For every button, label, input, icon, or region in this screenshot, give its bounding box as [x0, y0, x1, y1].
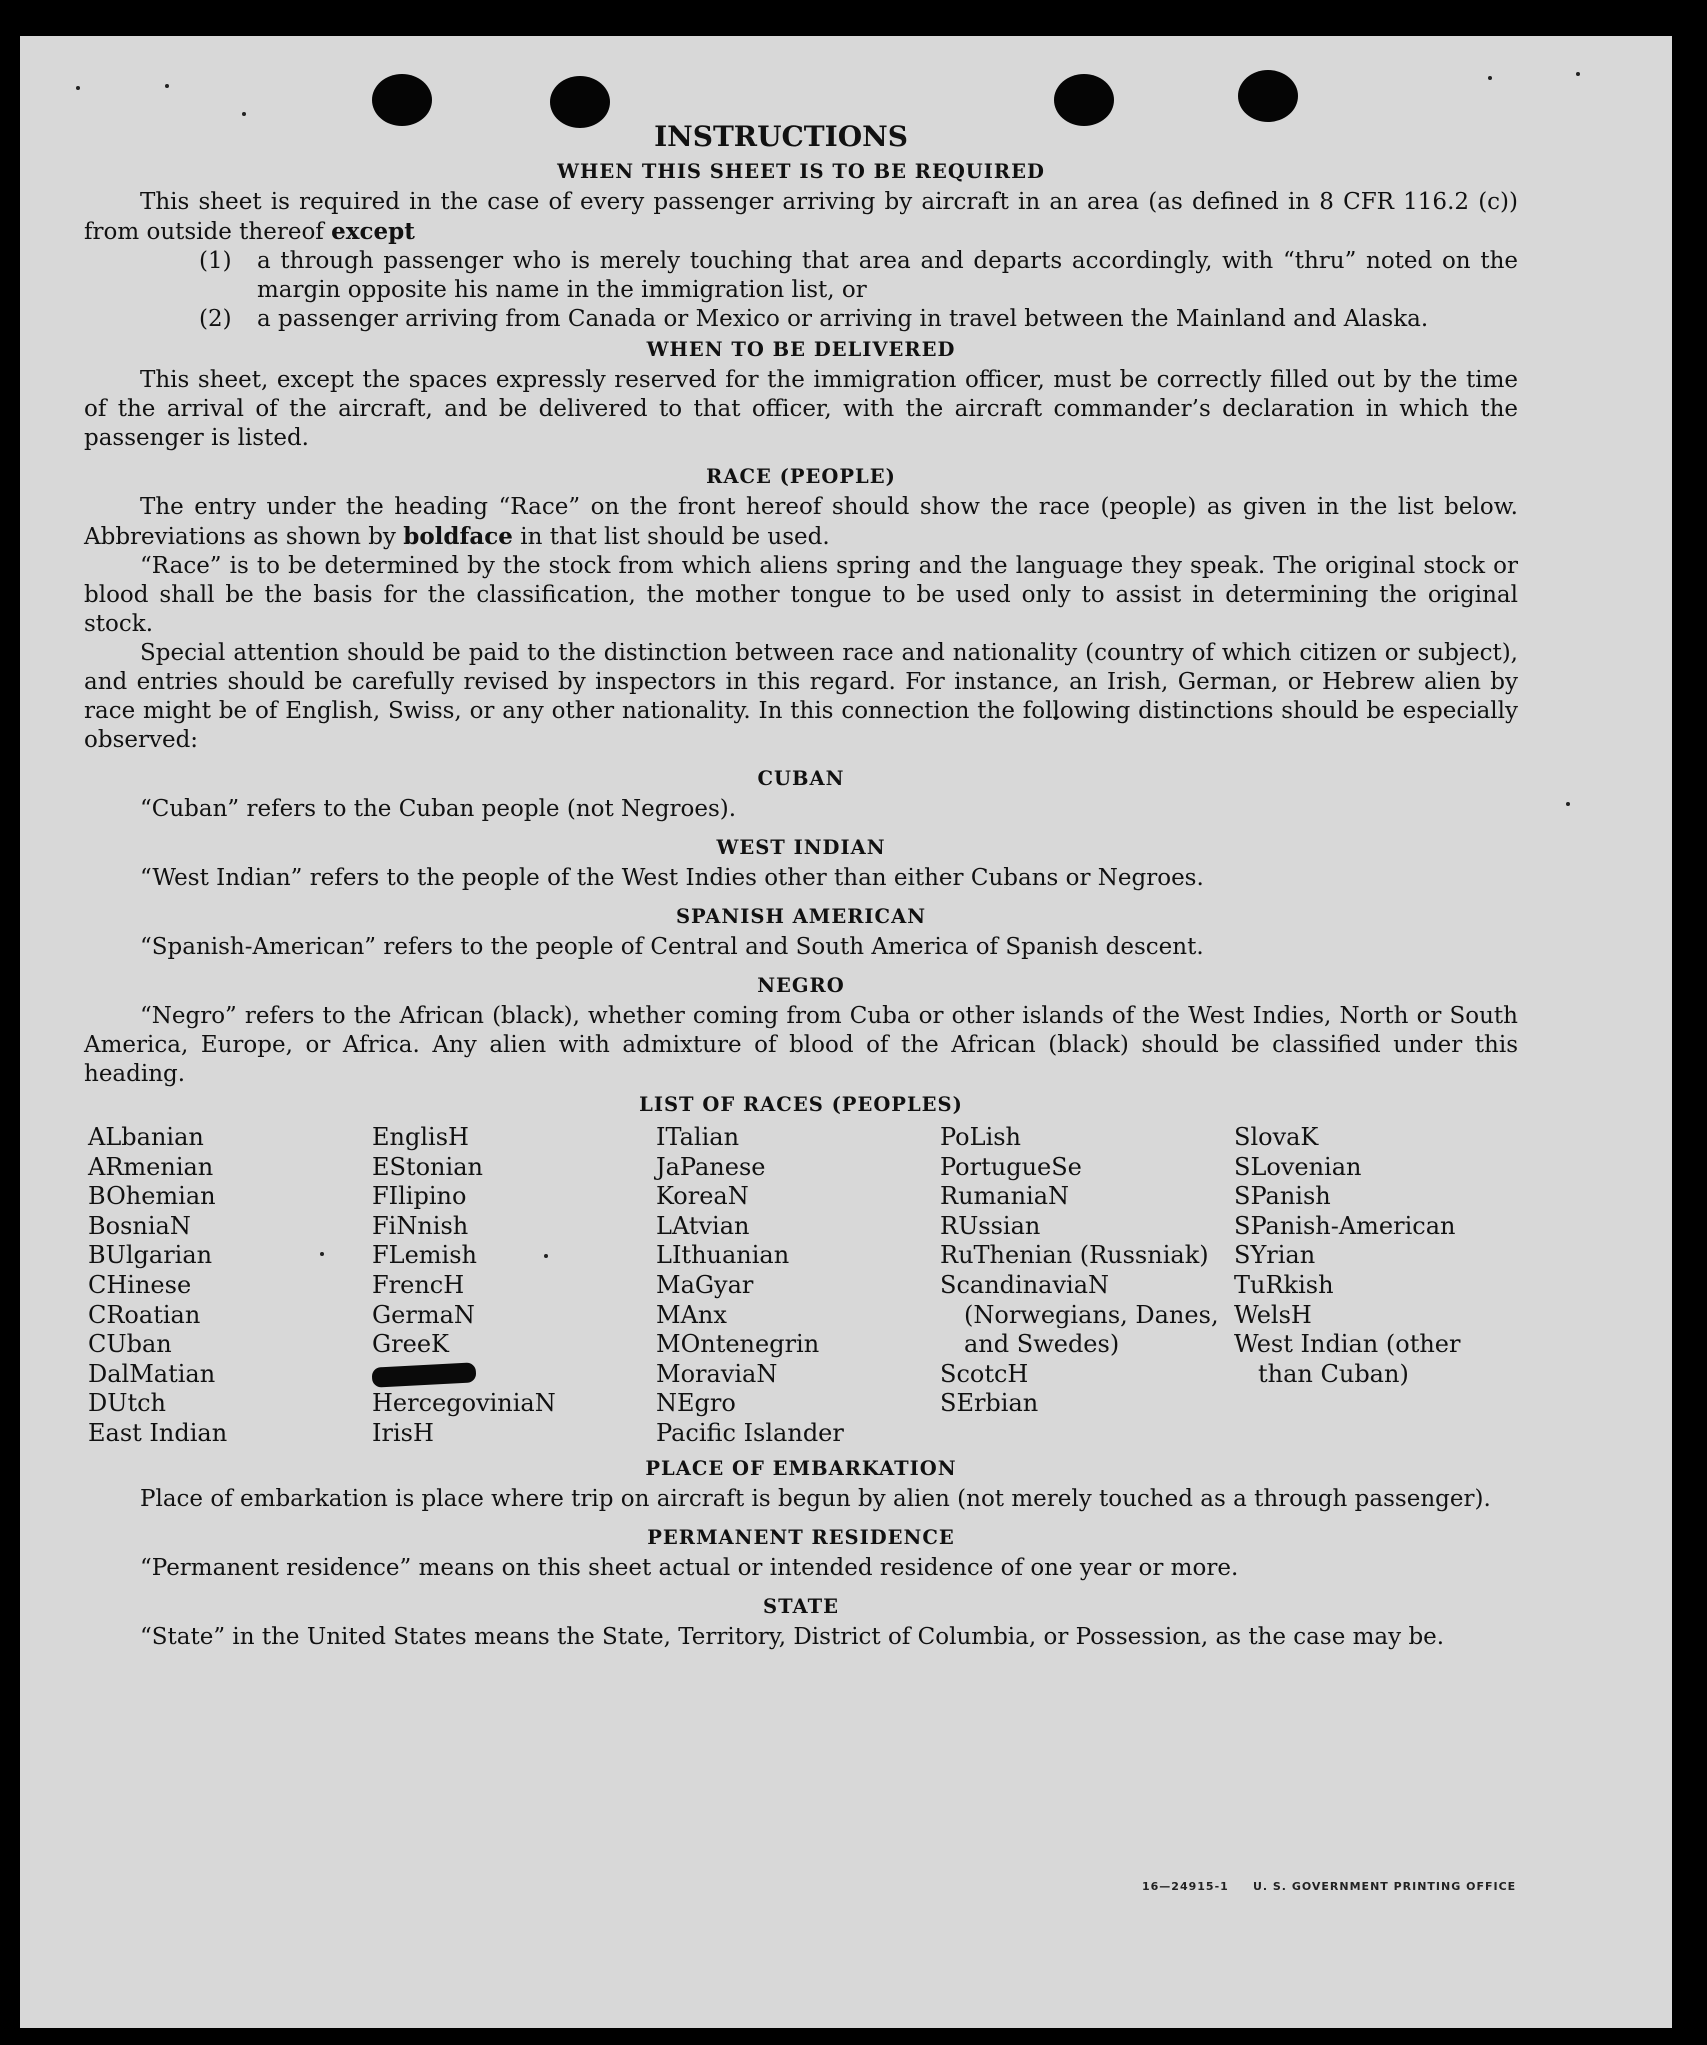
race-item: FIlipino [372, 1182, 467, 1211]
race-item: SErbian [940, 1389, 1039, 1418]
race-item: ARmenian [88, 1152, 214, 1181]
section-heading: SPANISH AMERICAN [675, 905, 927, 928]
embarkation-text: Place of embarkation is place where trip on aircraft is begun by alien (not merely touched as a through passenger). [140, 1485, 1491, 1512]
race-item: ScotcH [940, 1359, 1029, 1388]
section-heading: NEGRO [757, 974, 845, 997]
section-heading: CUBAN [757, 767, 845, 790]
speck [242, 112, 246, 116]
race-item: SYrian [1234, 1241, 1316, 1270]
race-item: TuRkish [1234, 1270, 1334, 1299]
section-heading: PLACE OF EMBARKATION [645, 1456, 957, 1480]
race-item: SPanish-American [1234, 1211, 1456, 1240]
race-item: FrencH [372, 1270, 465, 1299]
race-item: ITalian [656, 1123, 740, 1151]
distinction-text: “Spanish-American” refers to the people of Central and South America of Spanish descent. [140, 934, 1204, 960]
race-column [372, 1123, 656, 1449]
section-heading: RACE (PEOPLE) [706, 465, 896, 488]
race-item: JaPanese [656, 1152, 766, 1181]
section-heading: WHEN THIS SHEET IS TO BE REQUIRED [557, 160, 1045, 183]
speck [1576, 72, 1580, 76]
section-heading: STATE [763, 1594, 839, 1618]
list-item: (1) a through passenger who is merely touching that area and departs accordingly, with “thru” noted on the margin opposite his name in the immigration list, or [199, 248, 1518, 303]
section-heading: WHEN TO BE DELIVERED [646, 338, 956, 361]
state-text: “State” in the United States means the State, Territory, District of Columbia, or Possession, as the case may be. [140, 1623, 1445, 1650]
race-item: CHinese [88, 1270, 192, 1299]
race-item: DUtch [88, 1389, 167, 1418]
speck [76, 86, 80, 90]
race-item: FLemish [372, 1241, 477, 1270]
section-heading: WEST INDIAN [716, 836, 886, 859]
race-column [1234, 1123, 1518, 1449]
residence-text: “Permanent residence” means on this sheet actual or intended residence of one year or more. [140, 1554, 1239, 1581]
race-item: RUssian [940, 1211, 1041, 1240]
speck [165, 84, 169, 88]
race-item: CUban [88, 1330, 172, 1359]
distinction-text: “Negro” refers to the African (black), whether coming from Cuba or other islands of the West Indies, North or South America, Europe, or Africa. Any alien with admixture of blood of the African (black) should be classified under this heading. [84, 1003, 1518, 1087]
race-item: PoLish [940, 1123, 1022, 1151]
speck [1488, 76, 1492, 80]
speck [1566, 802, 1570, 806]
race-item: DalMatian [88, 1359, 216, 1388]
printing-office-footer: 16—24915-1 U. S. GOVERNMENT PRINTING OFFICE [1142, 1880, 1517, 1893]
race-item: MAnx [656, 1300, 727, 1329]
instructions-content [84, 118, 1518, 1652]
distinction-text: “West Indian” refers to the people of the West Indies other than either Cubans or Negroes. [140, 865, 1204, 891]
race-item: ScandinaviaN (Norwegians, Danes, and Swedes) [940, 1270, 1219, 1359]
race-item: HercegoviniaN [372, 1389, 556, 1418]
required-paragraph: This sheet is required in the case of every passenger arriving by aircraft in an area (as defined in 8 CFR 116.2 (c)) from outside thereof except [84, 189, 1518, 245]
distinction-text: “Cuban” refers to the Cuban people (not Negroes). [140, 796, 737, 822]
race-item: LIthuanian [656, 1241, 790, 1270]
race-item: West Indian (other than Cuban) [1234, 1330, 1461, 1388]
race-column [88, 1123, 372, 1449]
section-heading: LIST OF RACES (PEOPLES) [639, 1093, 963, 1116]
race-item: FiNnish [372, 1211, 469, 1240]
race-item: BosniaN [88, 1211, 191, 1240]
race-column [656, 1123, 940, 1449]
race-item: EnglisH [372, 1123, 469, 1151]
race-item: GreeK [372, 1330, 449, 1359]
race-item: LAtvian [656, 1211, 750, 1240]
race-item: SlovaK [1234, 1123, 1319, 1151]
race-item: BOhemian [88, 1182, 216, 1211]
race-item: SPanish [1234, 1182, 1331, 1211]
race-item: CRoatian [88, 1300, 201, 1329]
race-item: NEgro [656, 1389, 736, 1418]
race-item: MoraviaN [656, 1359, 778, 1388]
race-column [940, 1123, 1234, 1449]
race-item: East Indian [88, 1418, 228, 1447]
section-heading: PERMANENT RESIDENCE [647, 1525, 955, 1549]
redacted-race-item [372, 1360, 656, 1390]
delivered-paragraph: This sheet, except the spaces expressly reserved for the immigration officer, must be correctly filled out by the time of the arrival of the aircraft, and be delivered to that officer, with the aircraft commander’s declaration in which the passenger is listed. [84, 367, 1518, 451]
race-item: RumaniaN [940, 1182, 1070, 1211]
race-item: GermaN [372, 1300, 475, 1329]
race-item: BUlgarian [88, 1241, 213, 1270]
race-paragraph: The entry under the heading “Race” on the front hereof should show the race (people) as given in the list below. Abbreviations as shown by boldface in that list should be used. [84, 494, 1518, 550]
race-paragraph: “Race” is to be determined by the stock from which aliens spring and the language they speak. The original stock or blood shall be the basis for the classification, the mother tongue to be used only to assist in determining the original stock. [84, 553, 1518, 637]
race-item: MOntenegrin [656, 1330, 820, 1359]
race-item: WelsH [1234, 1300, 1312, 1329]
redaction-mark [372, 1363, 477, 1388]
race-item: KoreaN [656, 1182, 749, 1211]
race-paragraph: Special attention should be paid to the distinction between race and nationality (country of which citizen or subject), and entries should be carefully revised by inspectors in this regard. For instance, an Irish, German, or Hebrew alien by race might be of English, Swiss, or any other nationality. In this connection the following distinctions should be especially observed: [84, 640, 1518, 753]
race-item: MaGyar [656, 1270, 754, 1299]
race-item: RuThenian (Russniak) [940, 1241, 1209, 1270]
list-item: (2) a passenger arriving from Canada or Mexico or arriving in travel between the Mainland and Alaska. [199, 306, 1429, 332]
race-item: SLovenian [1234, 1152, 1362, 1181]
race-item: EStonian [372, 1152, 483, 1181]
race-item: ALbanian [88, 1123, 204, 1151]
race-item: IrisH [372, 1418, 434, 1447]
race-item: Pacific Islander [656, 1418, 844, 1447]
punch-hole [1238, 70, 1298, 122]
page-title: INSTRUCTIONS [654, 120, 908, 153]
race-item: PortugueSe [940, 1152, 1082, 1181]
races-list [88, 1123, 1518, 1449]
